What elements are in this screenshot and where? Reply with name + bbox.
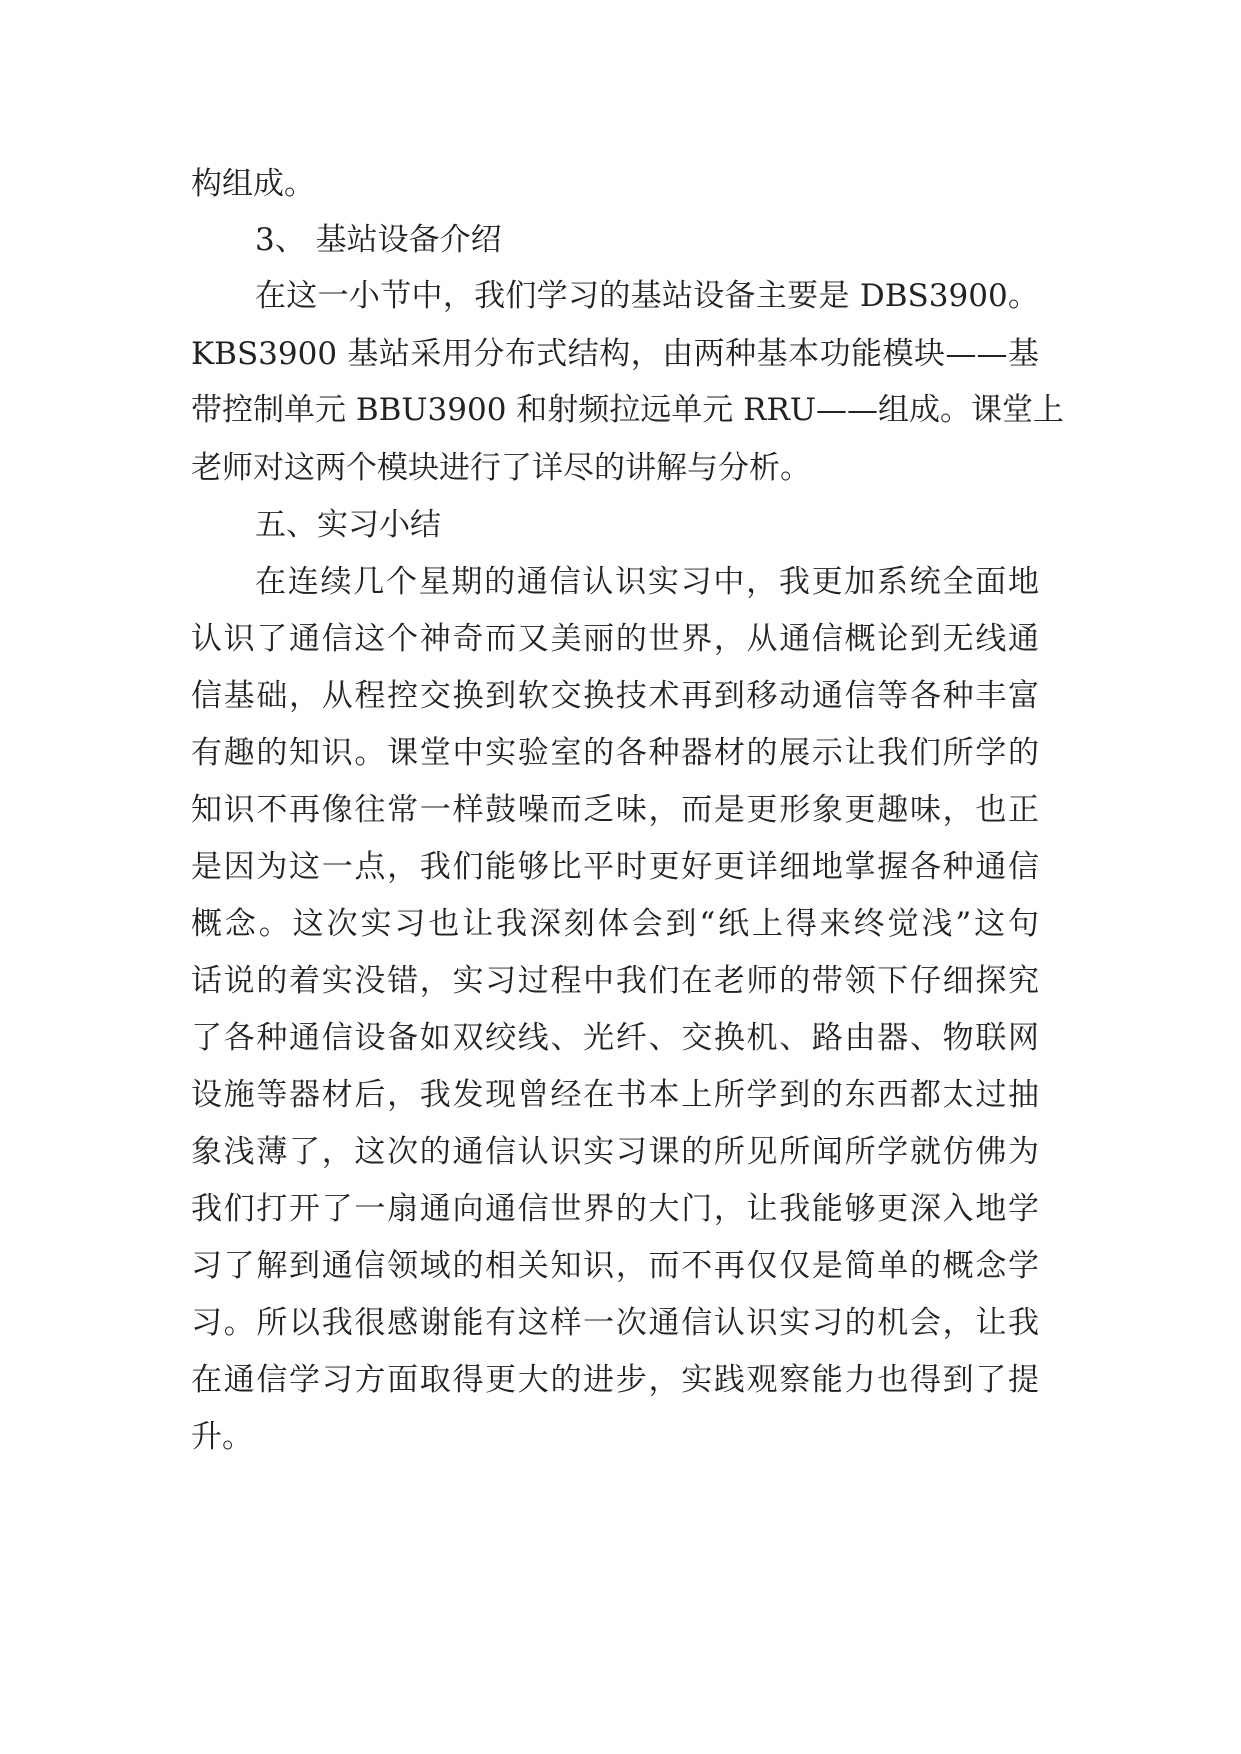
text-line: KBS3900 基站采用分布式结构，由两种基本功能模块——基 [191, 336, 1039, 372]
text-line: 在这一小节中，我们学习的基站设备主要是 DBS3900。 [255, 278, 1039, 314]
text-line: 老师对这两个模块进行了详尽的讲解与分析。 [191, 450, 811, 486]
text-line: 构组成。 [191, 166, 315, 202]
text-line: 习了解到通信领域的相关知识，而不再仅仅是简单的概念学 [191, 1248, 1039, 1284]
text-line: 设施等器材后，我发现曾经在书本上所学到的东西都太过抽 [191, 1077, 1039, 1113]
text-line: 认识了通信这个神奇而又美丽的世界，从通信概论到无线通 [191, 621, 1039, 657]
text-line: 带控制单元 BBU3900 和射频拉远单元 RRU——组成。课堂上 [191, 392, 1064, 428]
text-line: 话说的着实没错，实习过程中我们在老师的带领下仔细探究 [191, 963, 1039, 999]
text-line: 在连续几个星期的通信认识实习中，我更加系统全面地 [255, 564, 1039, 600]
text-line: 信基础，从程控交换到软交换技术再到移动通信等各种丰富 [191, 678, 1039, 714]
text-line: 知识不再像往常一样鼓噪而乏味，而是更形象更趣味，也正 [191, 792, 1039, 828]
text-line: 在通信学习方面取得更大的进步，实践观察能力也得到了提 [191, 1362, 1039, 1398]
text-line: 我们打开了一扇通向通信世界的大门，让我能够更深入地学 [191, 1191, 1039, 1227]
section-heading: 3、 基站设备介绍 [255, 222, 502, 258]
text-line: 象浅薄了，这次的通信认识实习课的所见所闻所学就仿佛为 [191, 1134, 1039, 1170]
text-line: 了各种通信设备如双绞线、光纤、交换机、路由器、物联网 [191, 1020, 1039, 1056]
text-line: 有趣的知识。课堂中实验室的各种器材的展示让我们所学的 [191, 735, 1039, 771]
text-line: 概念。这次实习也让我深刻体会到“纸上得来终觉浅”这句 [191, 906, 1039, 942]
section-heading: 五、实习小结 [255, 507, 441, 543]
text-line: 升。 [191, 1419, 253, 1455]
text-line: 是因为这一点，我们能够比平时更好更详细地掌握各种通信 [191, 849, 1039, 885]
text-line: 习。所以我很感谢能有这样一次通信认识实习的机会，让我 [191, 1305, 1039, 1341]
